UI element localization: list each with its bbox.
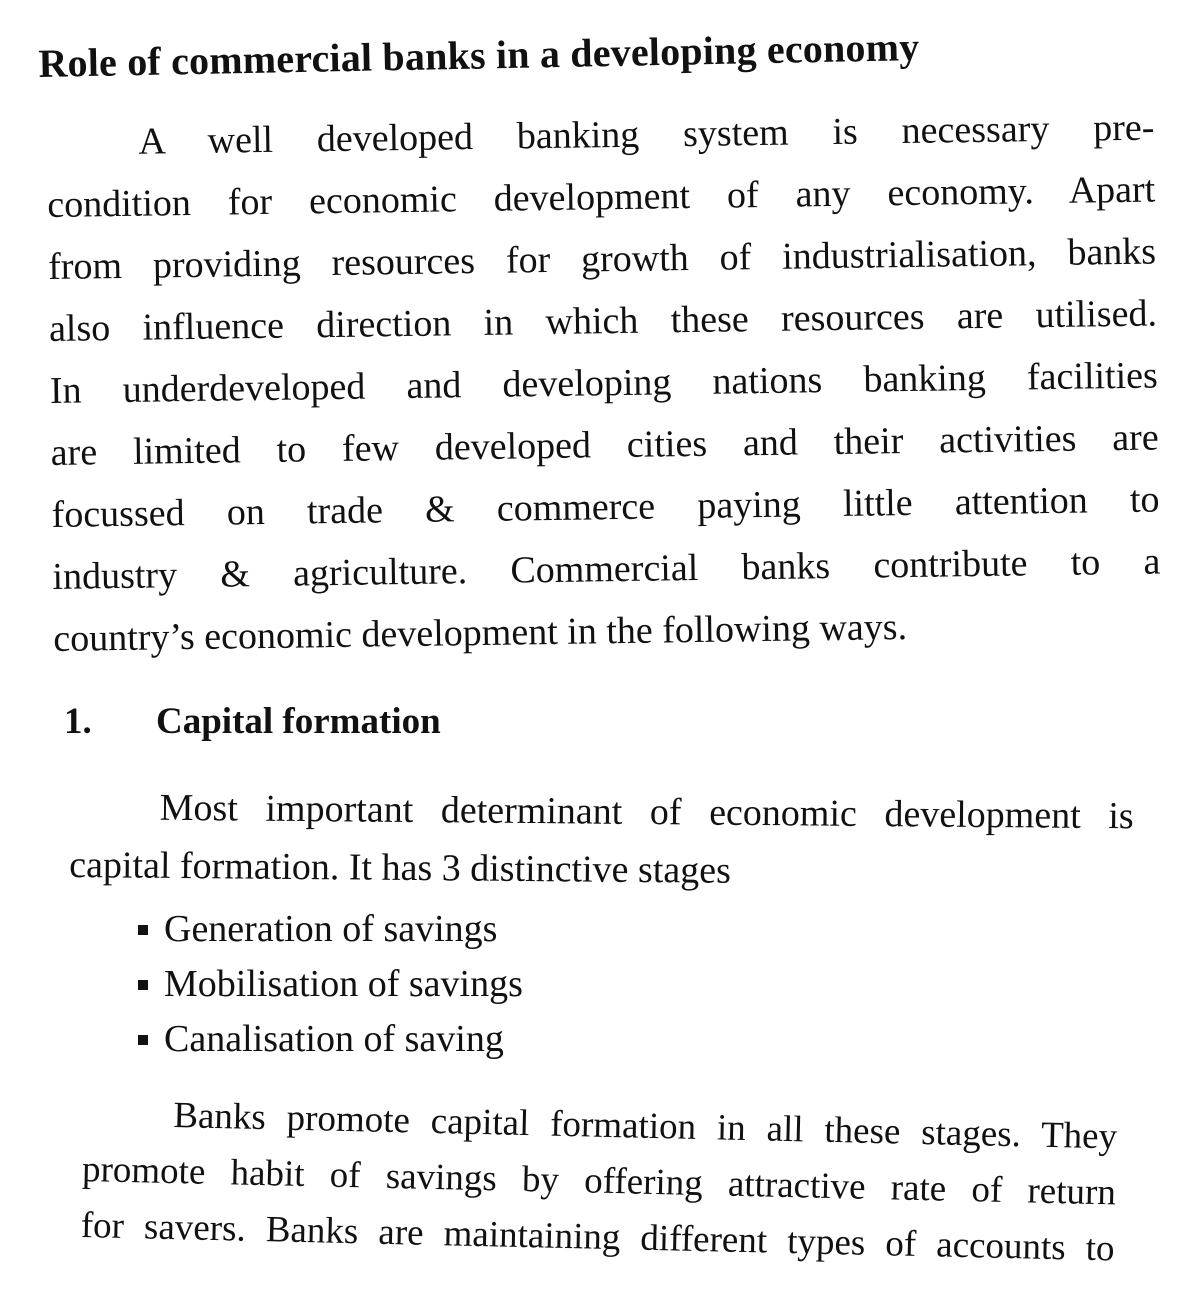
list-item-text: Canalisation of saving [164,1018,504,1060]
list-item [138,902,523,957]
section-paragraph [69,778,1134,903]
intro-paragraph [46,97,1162,670]
paragraph-line: Most important determinant of economic development is [159,786,1134,838]
paragraph-line: for savers. Banks are maintaining different types of accounts to [80,1204,1116,1270]
paragraph-line: from providing resources for growth of industrialisation, banks [47,230,1157,288]
paragraph-line: focussed on trade & commerce paying little attention to [51,478,1160,536]
list-item-text: Generation of savings [164,908,498,950]
paragraph-line: are limited to few developed cities and their activities are [50,416,1159,474]
paragraph-line: condition for economic development of any economy. Apart [47,168,1156,226]
paragraph-line: capital formation. It has 3 distinctive stages [69,843,732,892]
section-number: 1. [64,701,92,742]
bullet-list [138,902,523,1067]
paragraph-line: In underdeveloped and developing nations banking facilities [49,354,1159,412]
paragraph-line: also influence direction in which these resources are utilised. [48,292,1158,350]
list-item [138,1012,523,1067]
list-item [138,957,523,1012]
paragraph-line: promote habit of savings by offering attractive rate of return [81,1148,1117,1214]
page-title: Role of commercial banks in a developing economy [38,24,920,86]
section-heading [64,700,441,743]
section-paragraph-continued [80,1086,1118,1277]
paragraph-line: industry & agriculture. Commercial banks contribute to a [52,540,1161,598]
section-heading-text: Capital formation [156,701,441,742]
square-bullet-icon [138,1035,148,1045]
paragraph-line: A well developed banking system is necessary pre- [138,106,1155,163]
paragraph-line: country’s economic development in the following ways. [53,606,908,660]
square-bullet-icon [138,980,148,990]
list-item-text: Mobilisation of savings [164,963,523,1005]
paragraph-line: Banks promote capital formation in all these stages. They [172,1095,1118,1158]
square-bullet-icon [138,925,148,935]
